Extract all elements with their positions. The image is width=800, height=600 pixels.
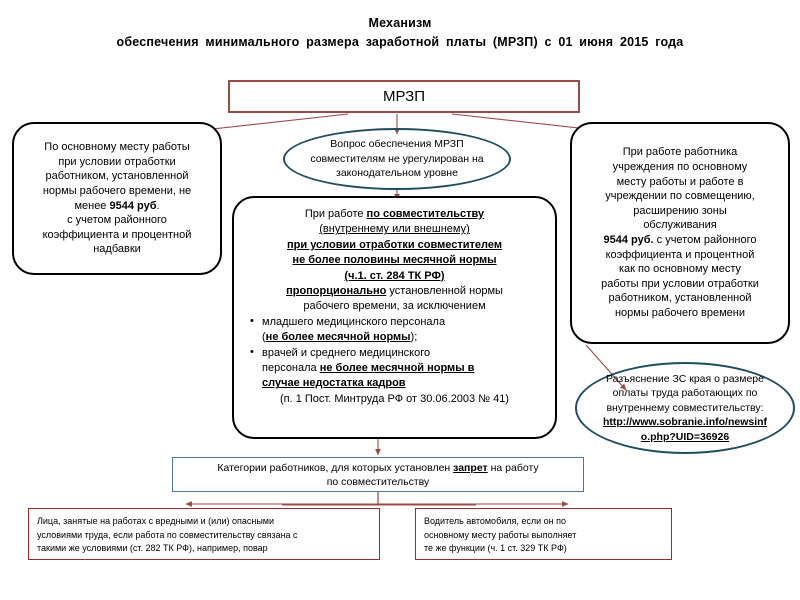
redright-line-1: Водитель автомобиля, если он по [424,516,567,526]
redleft-line-1: Лица, занятые на работах с вредными и (или) опасными [37,516,275,526]
left-line-5-post: . [156,199,160,212]
node-driver-restriction-text [424,515,576,556]
node-hazardous-conditions[interactable] [28,508,380,560]
clarification-url-part-1[interactable]: http://www.sobranie.info/newsinf [602,416,768,429]
left-line-8: надбавки [93,243,141,256]
center-line-1 [242,207,547,222]
right-line-2: учреждения по основному [612,161,748,174]
right-line-5: расширению зоны [633,204,727,217]
right-line-11: работником, установленной [608,292,752,305]
node-prohibition-categories-text [217,461,538,489]
redleft-line-3: такими же условиями (ст. 282 ТК РФ), например, повар [37,543,268,554]
list-item [248,346,547,392]
node-combined-duties-text [601,145,759,320]
right-line-1: При работе работника [622,146,738,159]
right-line-10: работы при условии отработки [601,277,759,290]
center-line-6 [242,284,547,299]
node-mrzp-label: МРЗП [382,88,425,105]
center-footnote: (п. 1 Пост. Минтруда РФ от 30.06.2003 № 41) [280,392,509,405]
redleft-line-2: условиями труда, если работа по совместительству связана с [37,529,298,540]
node-clarification-link-text [589,372,781,445]
bullet2-line-2-emph: не более месячной нормы в [319,362,475,375]
right-line-7-post: с учетом районного [653,234,757,246]
blue-pre: Категории работников, для которых установлен [217,461,454,474]
center-line-7: рабочего времени, за исключением [303,300,486,313]
clarification-line-2: оплаты труда работающих по [612,387,758,400]
center-line-3: при условии отработки совместителем [287,238,502,251]
blue-line-2: по совместительству [326,475,430,488]
bullet2-line-3-emph: случае недостатка кадров [262,377,406,390]
right-line-3: месту работы и работе в [616,175,744,188]
center-l1-emph: по совместительству [366,208,485,220]
node-unregulated-note-text [288,137,505,181]
right-amount: 9544 руб. [603,234,654,246]
top-ellipse-line-3: законодательном уровне [336,167,458,180]
right-line-4: учреждении по совмещению, [605,190,755,203]
bullet2-line-1: врачей и среднего медицинского [262,346,431,359]
node-part-time-rules[interactable] [232,196,557,439]
left-line-4: нормы рабочего времени, не [42,184,192,197]
node-unregulated-note[interactable] [283,128,511,190]
node-combined-duties[interactable] [570,122,790,344]
blue-emph: запрет [453,461,488,474]
bullet1-line-1: младшего медицинского персонала [262,315,446,328]
center-l6-emph: пропорционально [286,285,387,298]
list-item [248,315,547,346]
page-title [70,14,730,52]
center-line-2: (внутреннему или внешнему) [319,223,470,236]
node-part-time-rules-text [242,207,547,407]
node-main-workplace-text [43,140,192,257]
title-line-2: обеспечения минимального размера заработной платы (МРЗП) с 01 июня 2015 года [116,35,684,49]
clarification-line-1: Разъяснение ЗС края о размере [605,372,764,385]
node-hazardous-conditions-text [37,515,297,556]
top-ellipse-line-1: Вопрос обеспечения МРЗП [330,138,464,151]
center-line-5: (ч.1. ст. 284 ТК РФ) [344,269,445,282]
node-prohibition-categories[interactable] [172,457,584,492]
node-clarification-link[interactable] [575,362,795,454]
redright-line-2: основному месту работы выполняет [424,529,577,540]
arrow-blue-to-redright [378,492,568,504]
center-l1-pre: При работе [304,208,367,220]
node-mrzp[interactable] [228,80,580,113]
node-main-workplace[interactable] [12,122,222,275]
left-amount: 9544 руб [109,199,157,212]
bullet1-line-2-emph: не более месячной нормы [265,331,411,344]
left-line-1: По основному месту работы [44,141,190,154]
center-l6-post: установленной нормы [386,285,503,298]
title-line-1: Механизм [368,16,432,30]
right-line-9: как по основному месту [618,263,742,276]
left-line-3: работником, установленной [45,170,189,183]
left-line-2: при условии отработки [58,155,176,168]
left-line-7: коэффициента и процентной [42,228,192,241]
center-line-4: не более половины месячной нормы [292,254,497,267]
right-line-6: обслуживания [643,219,717,232]
center-exception-list [242,315,547,392]
redright-line-3: те же функции (ч. 1 ст. 329 ТК РФ) [424,543,567,554]
arrow-blue-to-redleft [186,492,378,504]
bullet1-line-2-pre: ( [262,331,266,344]
right-line-8: коэффициента и процентной [605,248,755,261]
bullet1-line-2-post: ); [410,331,418,344]
top-ellipse-line-2: совместителям не урегулирован на [310,152,484,165]
clarification-url-part-2[interactable]: o.php?UID=36926 [640,430,730,443]
right-line-12: нормы рабочего времени [614,306,745,319]
left-line-6: с учетом районного [67,214,167,227]
bullet2-line-2-pre: персонала [262,362,320,375]
blue-post: на работу [487,461,539,474]
node-driver-restriction[interactable] [415,508,672,560]
left-line-5-pre: менее [74,199,110,212]
clarification-line-3: внутреннему совместительству: [606,401,764,414]
